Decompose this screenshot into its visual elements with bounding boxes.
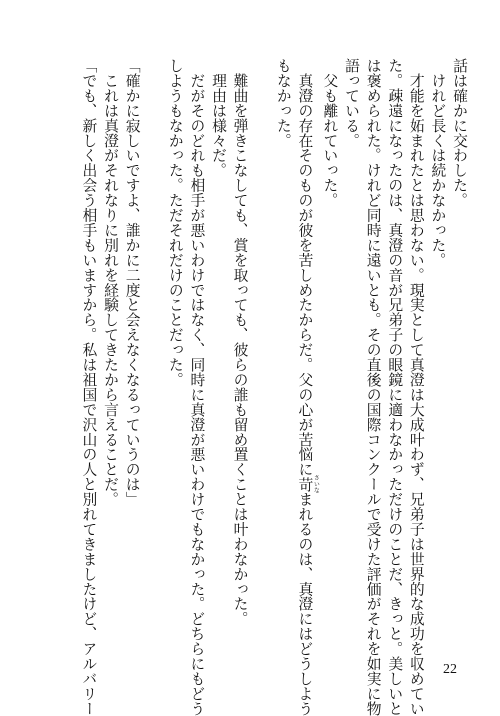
blank-line (143, 58, 165, 648)
text-line: た。疎遠になったのは、真澄の音が兄弟子の眼鏡に適わなかっただけのことだ、きっと。美しいと (386, 58, 404, 716)
text-line: 語っている。 (343, 58, 361, 148)
page-number: 22 (443, 662, 457, 677)
text-line: は褒められた。けれど同時に遠いとも。その直後の国際コンクールで受けた評価がそれを如実に物 (364, 58, 382, 716)
text-line: しようもなかった。ただそれだけのことだった。 (166, 58, 184, 387)
text-line: 話は確かに交わした。 (451, 58, 468, 208)
text-line: もなかった。 (274, 58, 292, 148)
text-line: 真澄の存在そのものが彼を苦しめたからだ。父の心が苦悩に苛 さいなまれるのは、真澄にはどうしよう (296, 58, 320, 716)
text-line: 理由は様々だ。 (209, 58, 227, 178)
text-line: だがそのどれも相手が悪いわけではなく、同時に真澄が悪いわけでもなかった。どちらにもどう (188, 58, 206, 716)
text-line: 才能を妬まれたとは思わない。現実として真澄は大成叶わず、兄弟子は世界的な成功を収めてい (407, 58, 425, 716)
text-line: 「確かに寂しいですよ、誰かに二度と会えなくなるっていうのは」 (123, 58, 141, 507)
text-line: けれど長くは続かなかった。 (429, 58, 447, 268)
text-line: 父も離れていった。 (321, 58, 339, 208)
text-line: 「でも、新しく出会う相手もいますから。私は祖国で沢山の人と別れてきましたけど、アルバリー (80, 58, 98, 716)
text-line: これは真澄がそれなりに別れを経験してきたから言えることだ。 (102, 58, 119, 507)
blank-line (251, 58, 273, 648)
text-line: 難曲を弾きこなしても、賞を取っても、彼らの誰も留め置くことは叶わなかった。 (231, 58, 249, 627)
ruby-annotation: 苛 さいな (296, 474, 320, 494)
